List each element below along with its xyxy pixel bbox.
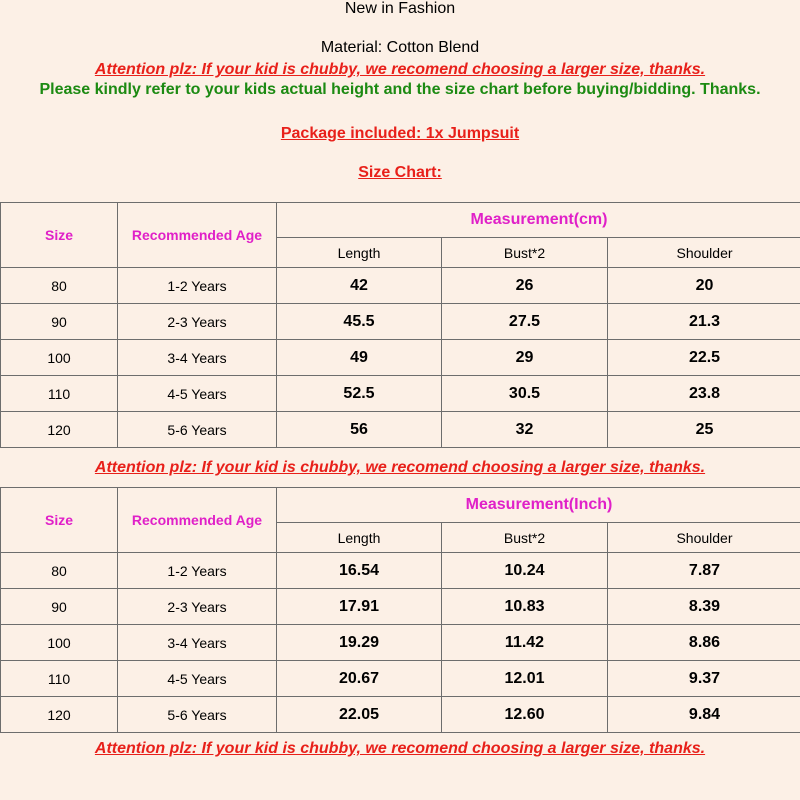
refer-notice: Please kindly refer to your kids actual height and the size chart before buying/bidding. Thanks. [39,81,761,98]
shoulder-cell: 8.39 [608,589,800,624]
length-cell: 56 [277,412,441,447]
bust-cell: 30.5 [442,376,607,411]
table-row [1,376,800,411]
age-cell: 3-4 Years [118,340,276,375]
measurement-header: Measurement(Inch) [277,488,800,522]
shoulder-header: Shoulder [608,238,800,267]
age-cell: 5-6 Years [118,697,276,732]
size-cell: 90 [1,304,117,339]
table-row [1,661,800,696]
shoulder-cell: 8.86 [608,625,800,660]
measurement-header: Measurement(cm) [277,203,800,237]
age-header: Recommended Age [118,203,276,267]
shoulder-cell: 25 [608,412,800,447]
size-header: Size [1,203,117,267]
table-row [1,553,800,588]
bust-header: Bust*2 [442,523,607,552]
length-cell: 22.05 [277,697,441,732]
length-cell: 42 [277,268,441,303]
size-chart-heading: Size Chart: [358,164,442,181]
shoulder-cell: 23.8 [608,376,800,411]
size-cell: 100 [1,625,117,660]
age-cell: 5-6 Years [118,412,276,447]
length-cell: 19.29 [277,625,441,660]
page-title: New in Fashion [344,0,456,17]
age-cell: 4-5 Years [118,661,276,696]
size-cell: 110 [1,376,117,411]
bust-cell: 10.24 [442,553,607,588]
length-header: Length [277,523,441,552]
table-row [1,412,800,447]
size-table-cm [0,202,800,448]
bust-cell: 12.01 [442,661,607,696]
length-cell: 17.91 [277,589,441,624]
package-included: Package included: 1x Jumpsuit [280,125,520,142]
shoulder-cell: 9.37 [608,661,800,696]
age-cell: 4-5 Years [118,376,276,411]
size-cell: 80 [1,553,117,588]
length-cell: 20.67 [277,661,441,696]
age-header: Recommended Age [118,488,276,552]
table-row [1,268,800,303]
length-cell: 52.5 [277,376,441,411]
age-cell: 3-4 Years [118,625,276,660]
shoulder-header: Shoulder [608,523,800,552]
attention-notice-top: Attention plz: If your kid is chubby, we recomend choosing a larger size, thanks. [94,61,706,78]
bust-cell: 11.42 [442,625,607,660]
size-cell: 80 [1,268,117,303]
length-cell: 16.54 [277,553,441,588]
age-cell: 2-3 Years [118,304,276,339]
length-cell: 45.5 [277,304,441,339]
attention-notice-bottom: Attention plz: If your kid is chubby, we recomend choosing a larger size, thanks. [94,740,706,757]
length-header: Length [277,238,441,267]
shoulder-cell: 20 [608,268,800,303]
shoulder-cell: 7.87 [608,553,800,588]
size-table-inch [0,487,800,733]
bust-cell: 32 [442,412,607,447]
age-cell: 2-3 Years [118,589,276,624]
age-cell: 1-2 Years [118,268,276,303]
attention-notice-middle: Attention plz: If your kid is chubby, we recomend choosing a larger size, thanks. [94,459,706,476]
bust-header: Bust*2 [442,238,607,267]
table-row [1,304,800,339]
shoulder-cell: 22.5 [608,340,800,375]
bust-cell: 27.5 [442,304,607,339]
bust-cell: 29 [442,340,607,375]
size-header: Size [1,488,117,552]
table-row [1,625,800,660]
material-text: Material: Cotton Blend [320,39,480,56]
table-row [1,340,800,375]
table-row [1,589,800,624]
size-cell: 90 [1,589,117,624]
length-cell: 49 [277,340,441,375]
size-cell: 120 [1,412,117,447]
bust-cell: 26 [442,268,607,303]
bust-cell: 10.83 [442,589,607,624]
age-cell: 1-2 Years [118,553,276,588]
size-cell: 110 [1,661,117,696]
size-cell: 100 [1,340,117,375]
size-cell: 120 [1,697,117,732]
table-row [1,697,800,732]
bust-cell: 12.60 [442,697,607,732]
shoulder-cell: 9.84 [608,697,800,732]
shoulder-cell: 21.3 [608,304,800,339]
